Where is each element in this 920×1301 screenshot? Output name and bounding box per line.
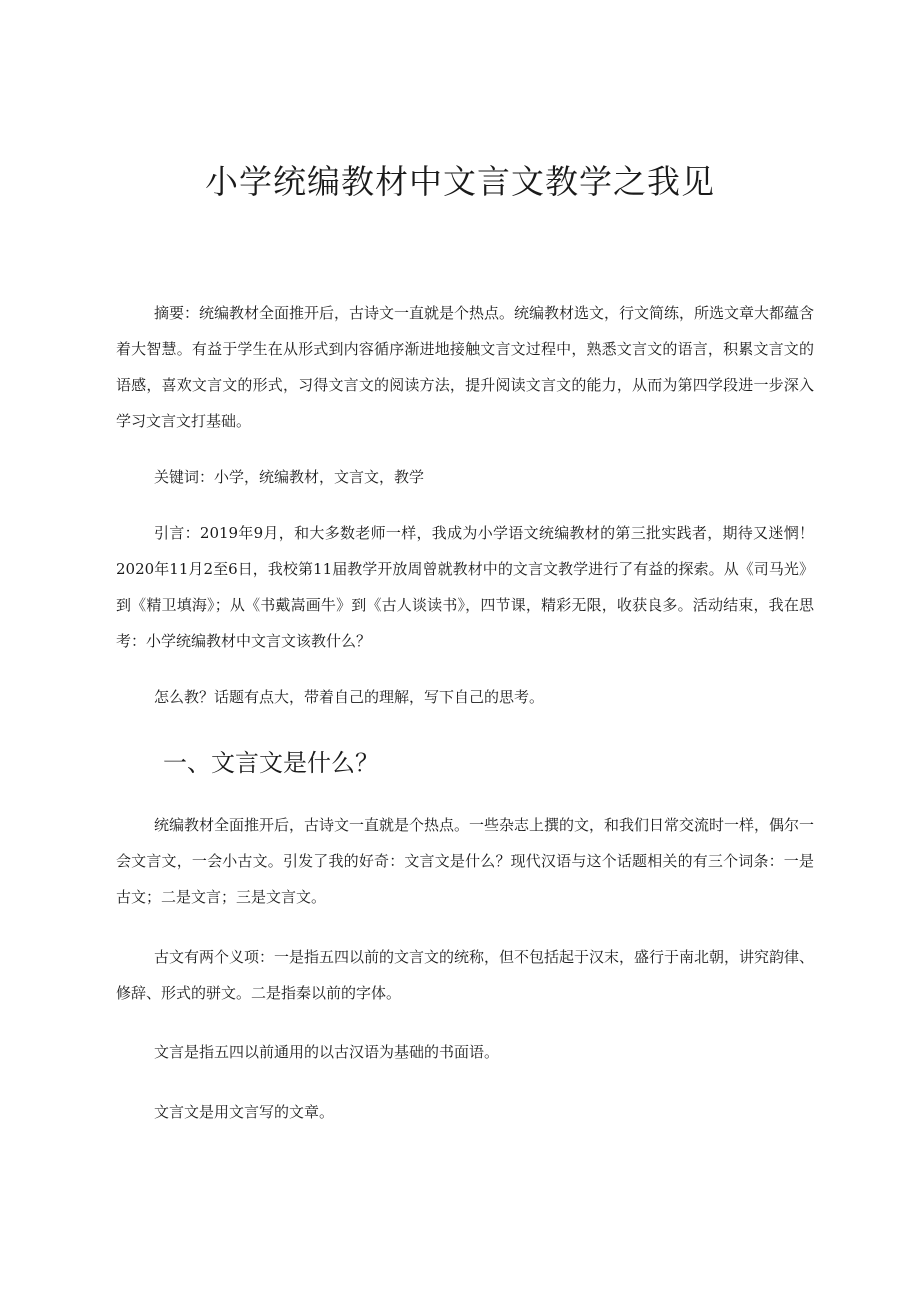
question-paragraph: 怎么教？话题有点大，带着自己的理解，写下自己的思考。 [154, 688, 545, 706]
keywords-paragraph: 关键词：小学，统编教材，文言文，教学 [154, 468, 425, 486]
abstract-paragraph: 摘要：统编教材全面推开后，古诗文一直就是个热点。统编教材选文，行文简练，所选文章大都蕴含着大智慧。有益于学生在从形式到内容循序渐进地接触文言文过程中，熟悉文言文的语言，积累文言文的语感，喜欢文言文的形式，习得文言文的阅读方法，提升阅读文言文的能力，从而为第四学段进一步深入学习文言文打基础。 [116, 304, 815, 430]
section-paragraph: 文言文是用文言写的文章。 [154, 1103, 335, 1121]
section-paragraph: 古文有两个义项：一是指五四以前的文言文的统称，但不包括起于汉末，盛行于南北朝，讲究韵律、修辞、形式的骈文。二是指秦以前的字体。 [116, 948, 815, 1002]
intro-paragraph: 引言：2019年9月，和大多数老师一样，我成为小学语文统编教材的第三批实践者，期待又迷惘！2020年11月2至6日，我校第11届教学开放周曾就教材中的文言文教学进行了有益的探索。从《司马光》到《精卫填海》；从《书戴嵩画牛》到《古人谈读书》，四节课，精彩无限，收获良多。活动结束，我在思考：小学统编教材中文言文该教什么？ [116, 524, 814, 650]
section-paragraph: 文言是指五四以前通用的以古汉语为基础的书面语。 [154, 1043, 500, 1061]
section-heading: 一、文言文是什么？ [163, 749, 379, 777]
section-paragraph: 统编教材全面推开后，古诗文一直就是个热点。一些杂志上撰的文，和我们日常交流时一样，偶尔一会文言文，一会小古文。引发了我的好奇：文言文是什么？现代汉语与这个话题相关的有三个词条：一是古文；二是文言；三是文言文。 [116, 816, 815, 906]
document-title: 小学统编教材中文言文教学之我见 [205, 162, 715, 201]
